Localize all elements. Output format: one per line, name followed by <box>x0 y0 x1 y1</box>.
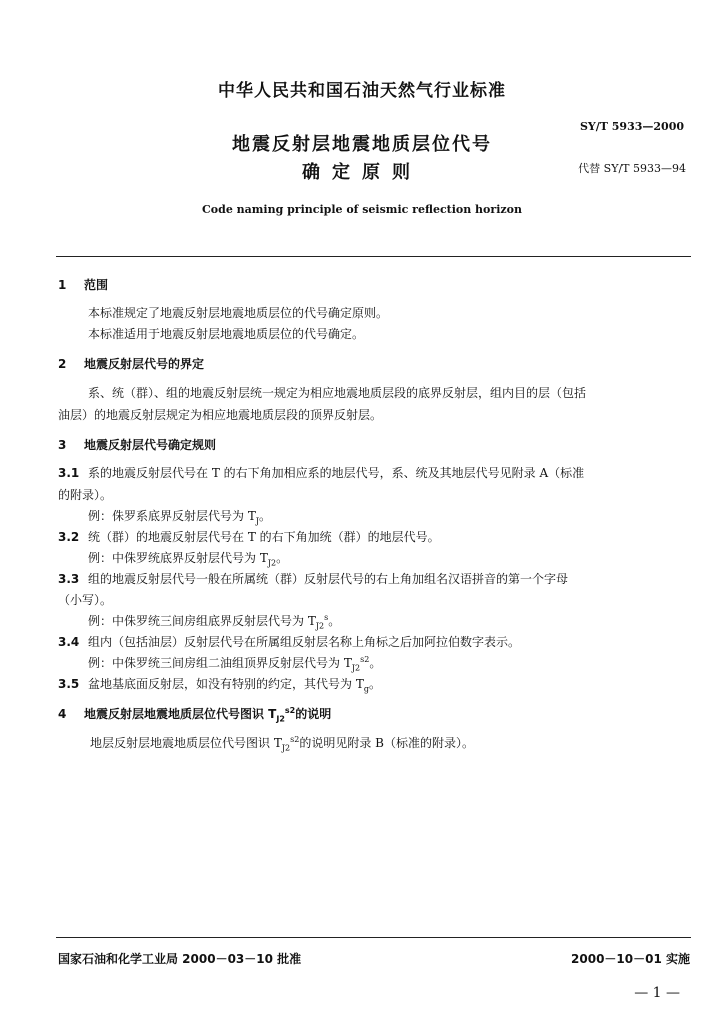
section-4-paragraph: 地层反射层地震地质层位代号图识 $T_{J2}^{s2}$的说明见附录 B（标准的附录）。 <box>90 735 474 753</box>
section-1-heading: 1 范围 <box>58 278 109 292</box>
section-2-line-1: 系、统（群）、组的地震反射层统一规定为相应地震地质层段的底界反射层，组内目的层（包括 <box>88 386 587 400</box>
section-2-heading: 2 地震反射层代号的界定 <box>58 357 205 371</box>
rule-3-4-example: 例：中侏罗统三间房组二油组顶界反射层代号为 $T_{J2}^{s2}$。 <box>88 655 382 673</box>
section-2-line-2: 油层）的地震反射层规定为相应地震地质层段的顶界反射层。 <box>58 408 383 422</box>
english-title: Code naming principle of seismic reflection horizon <box>202 203 522 216</box>
rule-3-1-example: 例：侏罗系底界反射层代号为 $T_J$。 <box>88 509 272 526</box>
standard-code: SY/T 5933—2000 <box>579 120 684 133</box>
rule-3-5: 3.5 盆地基底面反射层，如没有特别的约定，其代号为 $T_g$。 <box>58 677 381 694</box>
document-title-line2: 确定原则 <box>302 162 422 183</box>
section-3-heading: 3 地震反射层代号确定规则 <box>58 438 217 452</box>
replaces-standard: 代替 SY/T 5933—94 <box>578 162 686 175</box>
rule-3-2-example: 例：中侏罗统底界反射层代号为 $T_{J2}$。 <box>88 551 289 568</box>
header-divider <box>56 256 691 257</box>
section-4-heading: 4 地震反射层地震地质层位代号图识 $T_{J2}^{s2}$的说明 <box>58 706 332 724</box>
rule-3-2: 3.2 统（群）的地震反射层代号在 T 的右下角加统（群）的地层代号。 <box>58 530 440 544</box>
rule-3-3-example: 例：中侏罗统三间房组底界反射层代号为 $T_{J2}^s$。 <box>88 613 341 631</box>
rule-3-3-line-2: （小写）。 <box>58 593 113 607</box>
section-1-paragraph-1: 本标准规定了地震反射层地震地质层位的代号确定原则。 <box>88 306 389 320</box>
rule-3-1-line-2: 的附录）。 <box>58 488 113 502</box>
page-number: — 1 — <box>634 985 680 1001</box>
section-1-paragraph-2: 本标准适用于地震反射层地震地质层位的代号确定。 <box>88 327 365 341</box>
approval-date: 国家石油和化学工业局 2000－03－10 批准 <box>58 952 302 966</box>
implementation-date: 2000－10－01 实施 <box>571 952 690 966</box>
standard-body-title: 中华人民共和国石油天然气行业标准 <box>218 81 506 101</box>
rule-3-3: 3.3 组的地震反射层代号一般在所属统（群）反射层代号的右上角加组名汉语拼音的第一个字母 <box>58 572 569 586</box>
rule-3-4: 3.4 组内（包括油层）反射层代号在所属组反射层名称上角标之后加阿拉伯数字表示。 <box>58 635 521 649</box>
document-title: 地震反射层地震地质层位代号 <box>232 134 492 155</box>
footer-divider <box>56 937 691 938</box>
rule-3-1: 3.1 系的地震反射层代号在 T 的右下角加相应系的地层代号，系、统及其地层代号见附录 A（标准 <box>58 466 585 480</box>
